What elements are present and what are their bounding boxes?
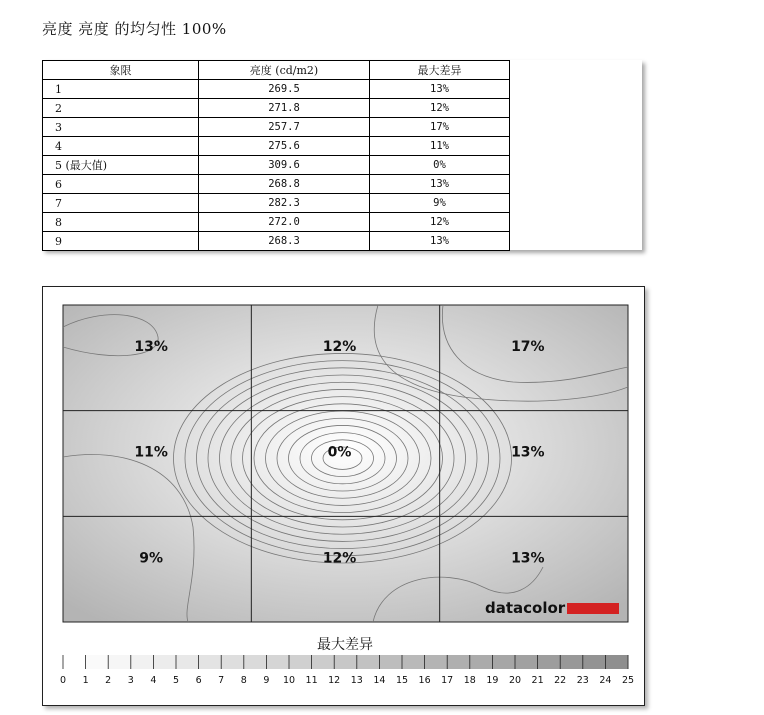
table-row bbox=[43, 118, 510, 137]
header-quadrant: 象限 bbox=[43, 61, 199, 80]
table-row bbox=[43, 213, 510, 232]
legend-tick-label: 7 bbox=[218, 675, 225, 686]
cell-quadrant: 7 bbox=[43, 194, 199, 213]
quadrant-label: 12% bbox=[322, 339, 357, 355]
cell-max-diff: 13% bbox=[370, 80, 510, 99]
table-row bbox=[43, 232, 510, 251]
quadrant-label: 13% bbox=[511, 550, 545, 567]
cell-quadrant: 8 bbox=[43, 213, 199, 232]
cell-luminance: 269.5 bbox=[199, 80, 370, 99]
legend-swatch bbox=[63, 655, 86, 669]
legend-swatch bbox=[221, 655, 244, 669]
legend-swatch bbox=[176, 655, 199, 669]
quadrant-label: 17% bbox=[511, 339, 545, 355]
legend-tick-label: 13 bbox=[350, 675, 363, 686]
legend-tick-label: 3 bbox=[127, 675, 134, 686]
legend-tick-label: 0 bbox=[59, 675, 67, 686]
legend-swatch bbox=[153, 655, 176, 669]
legend-swatch bbox=[357, 655, 380, 669]
legend-tick-label: 9 bbox=[263, 675, 270, 686]
quadrant-label: 11% bbox=[134, 444, 168, 461]
legend-title: 最大差异 bbox=[317, 637, 373, 653]
legend-tick-label: 15 bbox=[395, 675, 409, 686]
table-row bbox=[43, 99, 510, 118]
uniformity-chart bbox=[43, 287, 644, 705]
cell-quadrant: 3 bbox=[43, 118, 199, 137]
legend-swatch bbox=[131, 655, 154, 669]
cell-max-diff: 9% bbox=[370, 194, 510, 213]
legend-swatch bbox=[538, 655, 561, 669]
legend-swatch bbox=[312, 655, 335, 669]
cell-quadrant: 9 bbox=[43, 232, 199, 251]
table-header-row bbox=[43, 61, 510, 80]
cell-quadrant: 1 bbox=[43, 80, 199, 99]
legend-tick-label: 19 bbox=[486, 675, 499, 686]
legend-tick-label: 6 bbox=[195, 675, 202, 686]
luminance-table-panel bbox=[42, 60, 642, 250]
legend-swatch bbox=[425, 655, 448, 669]
legend-swatch bbox=[583, 655, 606, 669]
brand-bar bbox=[567, 603, 619, 614]
legend-swatch bbox=[108, 655, 131, 669]
luminance-table bbox=[42, 60, 510, 251]
quadrant-label: 13% bbox=[134, 339, 168, 355]
legend-swatch bbox=[199, 655, 222, 669]
legend-tick-label: 4 bbox=[150, 675, 157, 686]
uniformity-chart-frame bbox=[42, 286, 645, 706]
legend-tick-label: 10 bbox=[282, 675, 296, 686]
legend-tick-label: 18 bbox=[463, 675, 476, 686]
legend-swatch bbox=[605, 655, 628, 669]
legend-swatch bbox=[86, 655, 109, 669]
legend-tick-label: 14 bbox=[373, 675, 386, 686]
cell-quadrant: 6 bbox=[43, 175, 199, 194]
legend-tick-label: 1 bbox=[82, 675, 89, 686]
legend-tick-label: 11 bbox=[305, 675, 318, 686]
cell-luminance: 268.3 bbox=[199, 232, 370, 251]
quadrant-label: 13% bbox=[511, 444, 545, 461]
cell-max-diff: 12% bbox=[370, 99, 510, 118]
legend-tick-label: 22 bbox=[554, 675, 567, 686]
legend-swatch bbox=[492, 655, 515, 669]
header-luminance: 亮度 (cd/m2) bbox=[199, 61, 370, 80]
table-row bbox=[43, 137, 510, 156]
page-title: 亮度 亮度 的均匀性 100% bbox=[42, 20, 227, 38]
cell-luminance: 275.6 bbox=[199, 137, 370, 156]
cell-luminance: 257.7 bbox=[199, 118, 370, 137]
cell-luminance: 309.6 bbox=[199, 156, 370, 175]
legend-swatch bbox=[266, 655, 289, 669]
legend-swatch bbox=[470, 655, 493, 669]
quadrant-label: 9% bbox=[139, 550, 164, 567]
table-row bbox=[43, 194, 510, 213]
cell-quadrant: 5 (最大值) bbox=[43, 156, 199, 175]
color-scale-legend bbox=[60, 655, 634, 686]
legend-swatch bbox=[402, 655, 425, 669]
cell-max-diff: 17% bbox=[370, 118, 510, 137]
header-max-diff: 最大差异 bbox=[370, 61, 510, 80]
table-row bbox=[43, 156, 510, 175]
cell-max-diff: 13% bbox=[370, 175, 510, 194]
legend-tick-label: 2 bbox=[105, 675, 112, 686]
legend-swatch bbox=[334, 655, 357, 669]
legend-tick-label: 5 bbox=[172, 675, 180, 686]
legend-tick-label: 20 bbox=[508, 675, 522, 686]
legend-swatch bbox=[244, 655, 267, 669]
cell-max-diff: 13% bbox=[370, 232, 510, 251]
quadrant-label: 12% bbox=[322, 550, 357, 567]
legend-tick-label: 17 bbox=[441, 675, 454, 686]
legend-tick-label: 23 bbox=[576, 675, 589, 686]
legend-tick-label: 25 bbox=[621, 675, 635, 686]
cell-quadrant: 2 bbox=[43, 99, 199, 118]
cell-luminance: 272.0 bbox=[199, 213, 370, 232]
cell-luminance: 282.3 bbox=[199, 194, 370, 213]
quadrant-label: 0% bbox=[327, 444, 352, 461]
table-row bbox=[43, 175, 510, 194]
legend-tick-label: 16 bbox=[418, 675, 431, 686]
cell-quadrant: 4 bbox=[43, 137, 199, 156]
cell-max-diff: 12% bbox=[370, 213, 510, 232]
cell-luminance: 271.8 bbox=[199, 99, 370, 118]
legend-tick-label: 12 bbox=[328, 675, 341, 686]
legend-tick-label: 21 bbox=[531, 675, 544, 686]
cell-max-diff: 11% bbox=[370, 137, 510, 156]
legend-swatch bbox=[560, 655, 583, 669]
cell-luminance: 268.8 bbox=[199, 175, 370, 194]
legend-swatch bbox=[289, 655, 312, 669]
table-row bbox=[43, 80, 510, 99]
legend-tick-label: 8 bbox=[240, 675, 247, 686]
legend-swatch bbox=[515, 655, 538, 669]
legend-swatch bbox=[379, 655, 402, 669]
legend-swatch bbox=[447, 655, 470, 669]
cell-max-diff: 0% bbox=[370, 156, 510, 175]
brand-text: datacolor bbox=[485, 599, 566, 617]
legend-tick-label: 24 bbox=[599, 675, 612, 686]
